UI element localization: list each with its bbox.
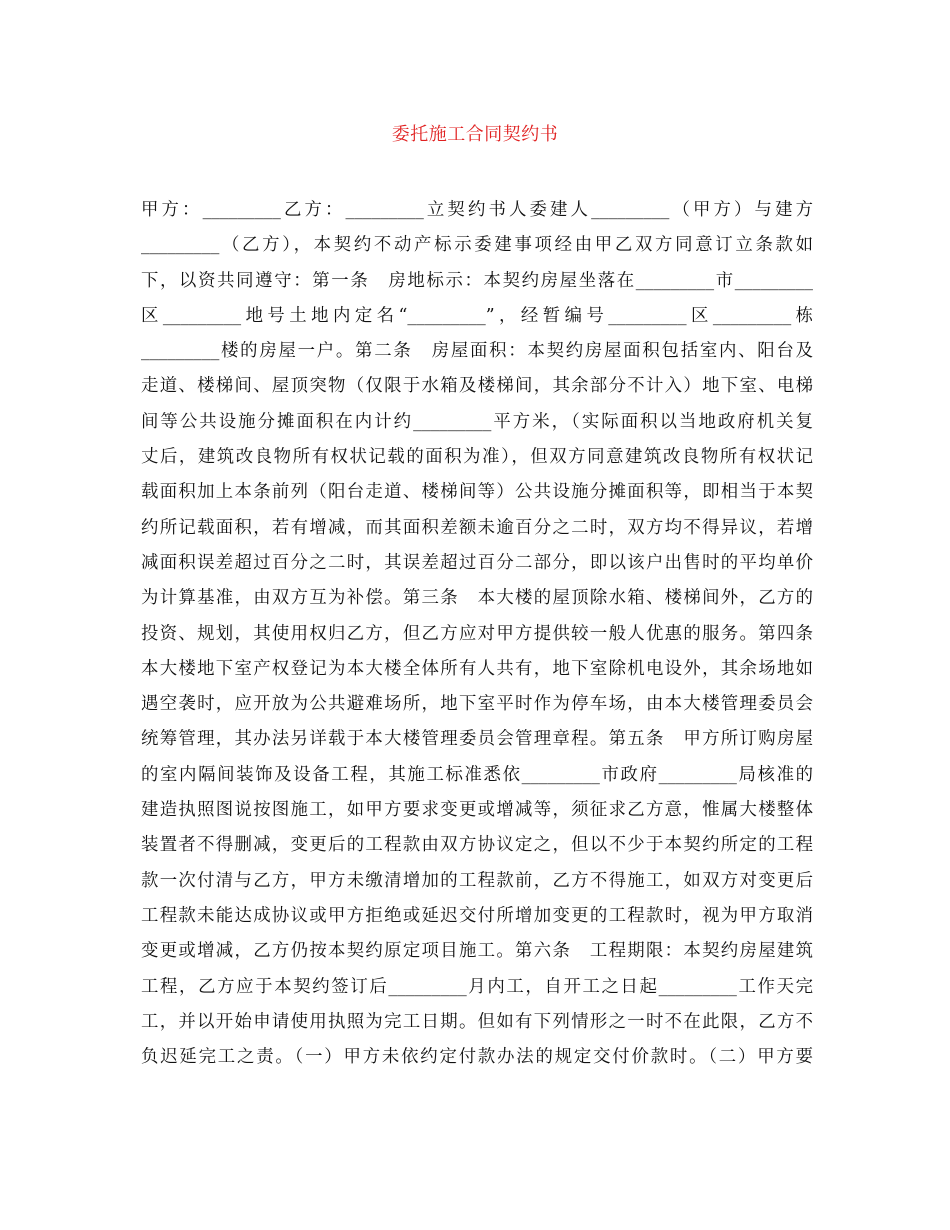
body-line: 工，并以开始申请使用执照为完工日期。但如有下列情形之一时不在此限，乙方不: [141, 1011, 813, 1032]
body-line: 建造执照图说按图施工，如甲方要求变更或增减等，须征求乙方意，惟属大楼整体: [141, 800, 813, 821]
body-line: 约所记载面积，若有增减，而其面积差额未逾百分之二时，双方均不得异议，若增: [141, 517, 813, 538]
body-line: 负迟延完工之责。（一）甲方未依约定付款办法的规定交付价款时。（二）甲方要: [141, 1047, 813, 1068]
body-line: _________（乙方），本契约不动产标示委建事项经由甲乙双方同意订立条款如: [141, 235, 813, 256]
body-line: 的室内隔间装饰及设备工程，其施工标准悉依_________市政府_________局核准的: [141, 764, 813, 785]
body-line: 工程，乙方应于本契约签订后_________月内工，自开工之日起_________工作天完: [141, 976, 813, 997]
body-line: 甲方：_________乙方：_________立契约书人委建人_________（甲方）与建方: [141, 200, 813, 220]
body-line: 统筹管理，其办法另详载于本大楼管理委员会管理章程。第五条 甲方所订购房屋: [141, 729, 813, 750]
body-line: 工程款未能达成协议或甲方拒绝或延迟交付所增加变更的工程款时，视为甲方取消: [141, 905, 813, 926]
body-line: 变更或增减，乙方仍按本契约原定项目施工。第六条 工程期限：本契约房屋建筑: [141, 941, 813, 962]
body-line: 遇空袭时，应开放为公共避难场所，地下室平时作为停车场，由本大楼管理委员会: [141, 694, 813, 715]
body-line: 本大楼地下室产权登记为本大楼全体所有人共有，地下室除机电设外，其余场地如: [141, 658, 813, 679]
body-line: 投资、规划，其使用权归乙方，但乙方应对甲方提供较一般人优惠的服务。第四条: [141, 623, 813, 644]
body-line: 款一次付清与乙方，甲方未缴清增加的工程款前，乙方不得施工，如双方对变更后: [141, 870, 813, 891]
document-title: 委托施工合同契约书: [391, 124, 559, 145]
document-body: [141, 193, 813, 1075]
body-line: _________楼的房屋一户。第二条 房屋面积：本契约房屋面积包括室内、阳台及: [141, 341, 813, 362]
body-line: 为计算基准，由双方互为补偿。第三条 本大楼的屋顶除水箱、楼梯间外，乙方的: [141, 588, 813, 609]
body-line: 区_________地号土地内定名“_________”，经暂编号_________区_________栋: [141, 305, 813, 326]
body-line: 下，以资共同遵守：第一条 房地标示：本契约房屋坐落在_________市_________: [141, 270, 813, 291]
body-line: 走道、楼梯间、屋顶突物（仅限于水箱及楼梯间，其余部分不计入）地下室、电梯: [141, 376, 813, 397]
body-line: 减面积误差超过百分之二时，其误差超过百分二部分，即以该户出售时的平均单价: [141, 552, 813, 573]
body-line: 间等公共设施分摊面积在内计约_________平方米，（实际面积以当地政府机关复: [141, 411, 813, 432]
body-line: 丈后，建筑改良物所有权状记载的面积为准），但双方同意建筑改良物所有权状记: [141, 447, 813, 468]
body-line: 装置者不得删减，变更后的工程款由双方协议定之，但以不少于本契约所定的工程: [141, 835, 813, 856]
body-line: 载面积加上本条前列（阳台走道、楼梯间等）公共设施分摊面积等，即相当于本契: [141, 482, 813, 503]
